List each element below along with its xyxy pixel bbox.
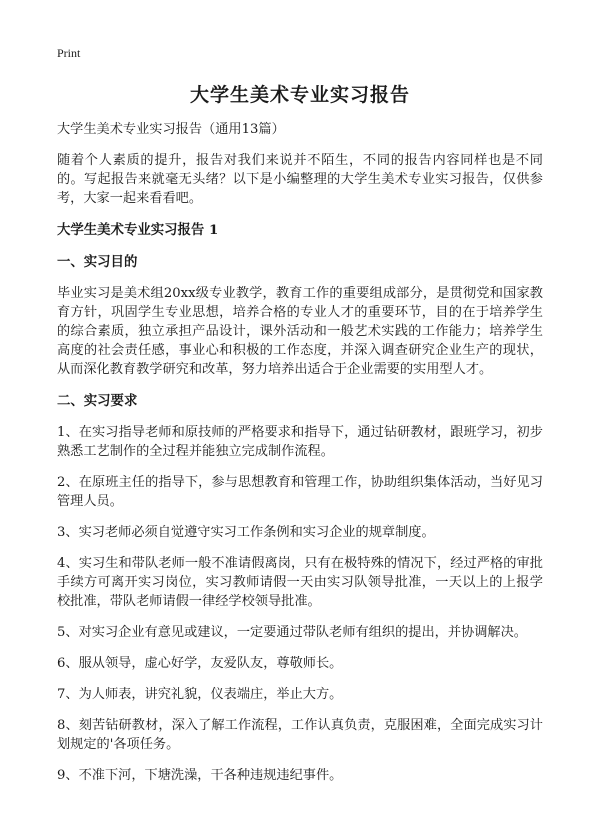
page-title: 大学生美术专业实习报告 bbox=[189, 84, 410, 106]
section-heading-purpose: 一、实习目的 bbox=[57, 254, 138, 270]
section-heading-requirements: 二、实习要求 bbox=[57, 393, 138, 409]
requirement-item: 3、实习老师必须自觉遵守实习工作条例和实习企业的规章制度。 bbox=[57, 525, 435, 540]
document-content bbox=[57, 120, 543, 797]
requirement-item: 5、对实习企业有意见或建议，一定要通过带队老师有组织的提出，并协调解决。 bbox=[57, 625, 527, 640]
document-subtitle: 大学生美术专业实习报告（通用13篇） bbox=[57, 122, 285, 137]
requirement-item: 6、服从领导，虚心好学，友爱队友，尊敬师长。 bbox=[57, 656, 343, 671]
requirement-item: 4、实习生和带队老师一般不准请假离岗，只有在极特殊的情况下，经过严格的审批手续方可离开实习岗位，实习教师请假一天由实习队领导批准，一天以上的上报学校批准，带队老师请假一律经学校领导批准。 bbox=[57, 556, 543, 609]
intro-paragraph: 随着个人素质的提升，报告对我们来说并不陌生，不同的报告内容同样也是不同的。写起报告来就毫无头绪？以下是小编整理的大学生美术专业实习报告，仅供参考，大家一起来看看吧。 bbox=[57, 153, 543, 206]
purpose-paragraph: 毕业实习是美术组20xx级专业教学，教育工作的重要组成部分，是贯彻党和国家教育方针，巩固学生专业思想，培养合格的专业人才的重要环节，目的在于培养学生的综合素质，独立承担产品设计，课外活动和一般艺术实践的工作能力；培养学生高度的社会责任感，事业心和积极的工作态度，并深入调查研究企业生产的现状，从而深化教育教学研究和改革，努力培养出适合于企业需要的实用型人才。 bbox=[57, 286, 543, 377]
requirement-item: 8、刻苦钻研教材，深入了解工作流程，工作认真负责，克服困难，全面完成实习计划规定的'各项任务。 bbox=[57, 718, 543, 752]
requirement-item: 2、在原班主任的指导下，参与思想教育和管理工作，协助组织集体活动，当好见习管理人员。 bbox=[57, 475, 543, 509]
print-link[interactable]: Print bbox=[57, 46, 81, 60]
requirement-item: 9、不准下河，下塘洗澡，干各种违规违纪事件。 bbox=[57, 768, 343, 783]
report-heading: 大学生美术专业实习报告 1 bbox=[57, 222, 219, 238]
requirement-item: 7、为人师表，讲究礼貌，仪表端庄，举止大方。 bbox=[57, 687, 343, 702]
requirement-item: 1、在实习指导老师和原技师的严格要求和指导下，通过钻研教材，跟班学习，初步熟悉工艺制作的全过程并能独立完成制作流程。 bbox=[57, 425, 543, 459]
